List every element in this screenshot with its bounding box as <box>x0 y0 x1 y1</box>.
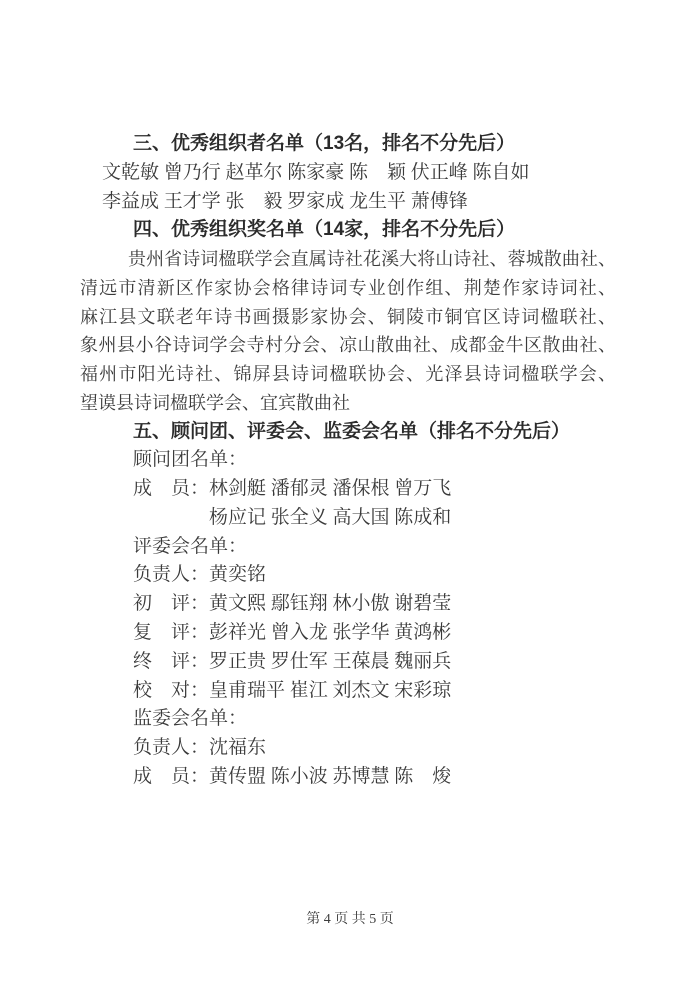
advisor-list-label: 顾问团名单： <box>133 449 248 471</box>
organizer-names-line-1: 文乾敏 曾乃行 赵革尔 陈家豪 陈 颖 伏正峰 陈自如 <box>102 161 530 183</box>
proofread-line: 校 对：皇甫瑞平 崔江 刘杰文 宋彩琼 <box>133 679 452 701</box>
organizer-names-line-2: 李益成 王才学 张 毅 罗家成 龙生平 萧傅锋 <box>102 190 468 212</box>
section5-heading: 五、顾问团、评委会、监委会名单（排名不分先后） <box>133 420 571 442</box>
section4-heading: 四、优秀组织奖名单（14家，排名不分先后） <box>133 219 516 241</box>
org-award-line-6: 望谟县诗词楹联学会、宜宾散曲社 <box>80 392 350 413</box>
page-number-footer: 第 4 页 共 5 页 <box>306 912 394 927</box>
org-award-line-4: 象州县小谷诗词学会寺村分会、凉山散曲社、成都金牛区散曲社、 <box>80 335 616 356</box>
final-review-line: 终 评：罗正贵 罗仕军 王葆晨 魏丽兵 <box>133 650 452 672</box>
advisor-members-line-1: 成 员：林剑艇 潘郁灵 潘保根 曾万飞 <box>133 478 452 500</box>
supervisory-members-line: 成 员：黄传盟 陈小波 苏博慧 陈 焌 <box>133 765 452 787</box>
org-award-line-5: 福州市阳光诗社、锦屏县诗词楹联协会、光泽县诗词楹联学会、 <box>80 364 616 385</box>
org-award-line-2: 清远市清新区作家协会格律诗词专业创作组、荆楚作家诗词社、 <box>80 277 616 298</box>
second-review-line: 复 评：彭祥光 曾入龙 张学华 黄鸿彬 <box>133 622 452 644</box>
document-body <box>0 130 700 792</box>
section3-heading: 三、优秀组织者名单（13名，排名不分先后） <box>133 133 516 154</box>
org-award-line-3: 麻江县文联老年诗书画摄影家协会、铜陵市铜官区诗词楹联社、 <box>80 306 616 327</box>
supervisory-list-label: 监委会名单： <box>133 708 248 730</box>
supervisory-head-line: 负责人：沈福东 <box>133 737 267 759</box>
jury-head-line: 负责人：黄奕铭 <box>133 564 267 586</box>
org-award-line-1: 贵州省诗词楹联学会直属诗社花溪大将山诗社、蓉城散曲社、 <box>128 249 616 270</box>
jury-list-label: 评委会名单： <box>133 535 248 557</box>
advisor-members-line-2: 杨应记 张全义 高大国 陈成和 <box>209 506 452 528</box>
first-review-line: 初 评：黄文熙 鄢钰翔 林小傲 谢碧莹 <box>133 593 452 615</box>
